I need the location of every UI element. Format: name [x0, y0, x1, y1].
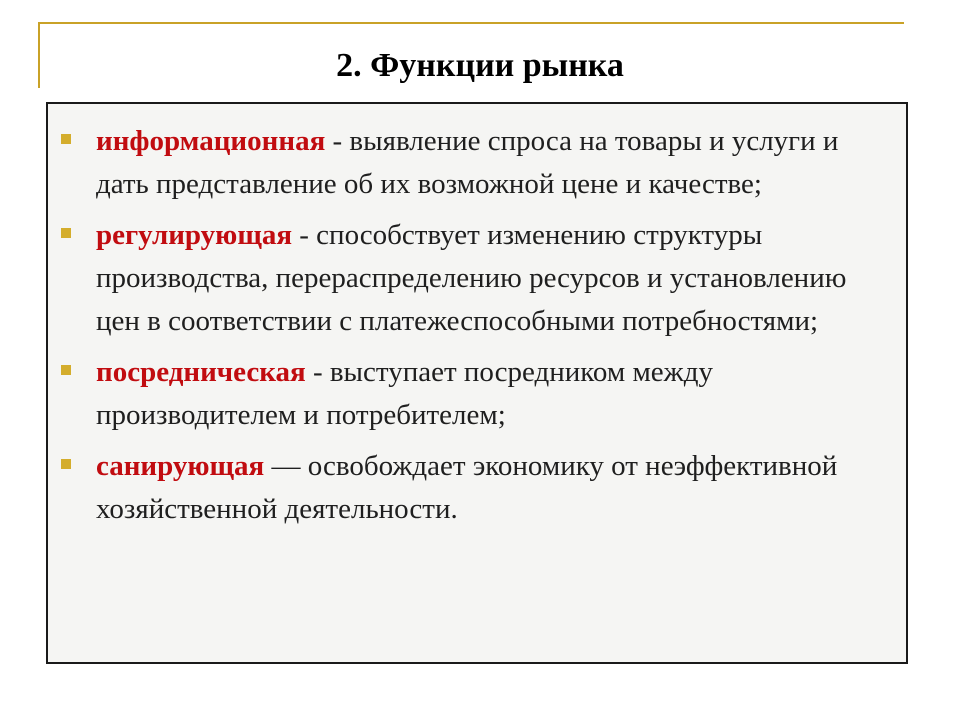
list-item-sanitizing: [96, 445, 878, 531]
accent-line-top: [38, 22, 904, 24]
slide-title: 2. Функции рынка: [336, 47, 624, 84]
term-sanitizing: санирующая: [96, 450, 265, 482]
term-informational: информационная: [96, 125, 326, 157]
term-intermediary: посредническая: [96, 356, 306, 388]
definition-sanitizing: — освобождает экономику от неэффективной хозяйственной деятельности.: [96, 450, 838, 525]
definition-informational: - выявление спроса на товары и услуги и дать представление об их возможной цене и качестве;: [96, 125, 839, 200]
definition-regulating: - способствует изменению структуры производства, перераспределению ресурсов и установлению цен в соответствии с платежеспособными потребностями;: [96, 219, 847, 337]
square-bullet-icon: [61, 365, 71, 375]
term-regulating: регулирующая: [96, 219, 293, 251]
square-bullet-icon: [61, 459, 71, 469]
bullet-list: [48, 104, 906, 539]
list-item-regulating: [96, 214, 878, 343]
square-bullet-icon: [61, 134, 71, 144]
definition-intermediary: - выступает посредником между производителем и потребителем;: [96, 356, 713, 431]
content-box: [46, 102, 908, 664]
square-bullet-icon: [61, 228, 71, 238]
list-item-informational: [96, 120, 878, 206]
list-item-intermediary: [96, 351, 878, 437]
